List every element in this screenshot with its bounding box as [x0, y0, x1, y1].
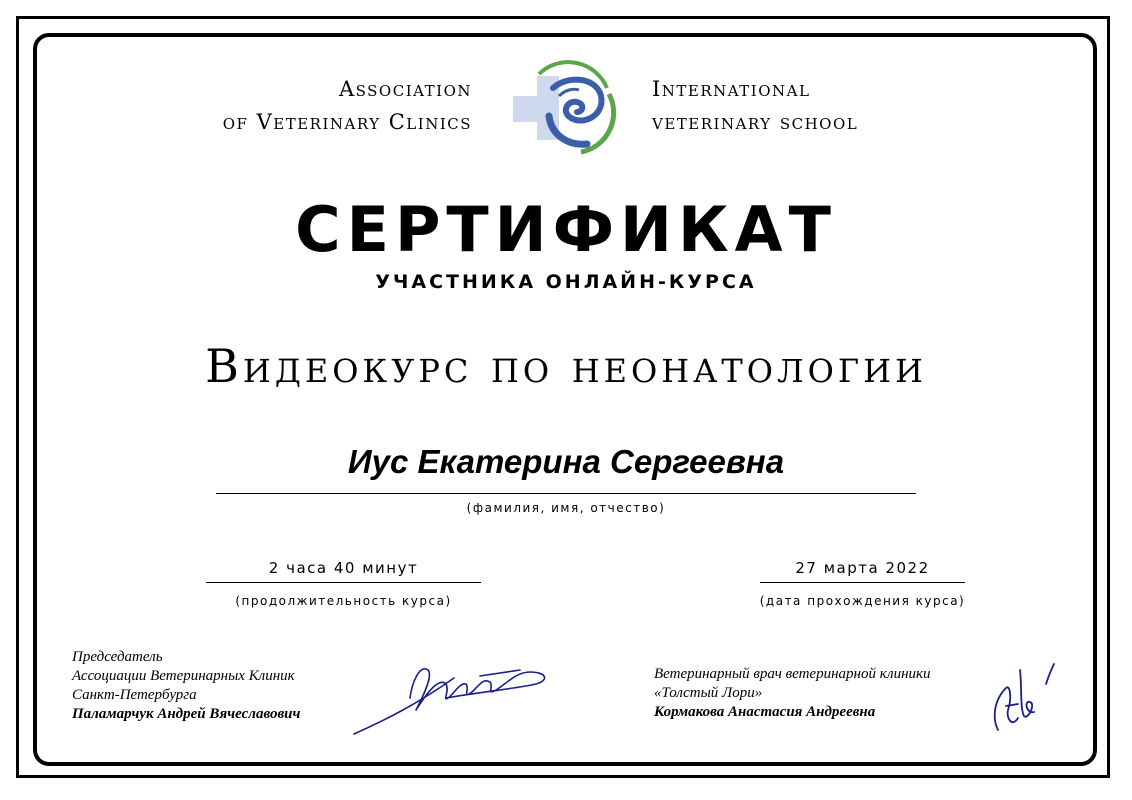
- participant-name: Иус Екатерина Сергеевна: [347, 443, 785, 480]
- duration-underline: [206, 582, 481, 583]
- association-name-line1: Association: [338, 77, 472, 101]
- right-signatory-title-line1: Ветеринарный врач ветеринарной клиники: [654, 666, 931, 682]
- certificate-subtitle: УЧАСТНИКА ОНЛАЙН-КУРСА: [375, 271, 757, 293]
- left-signatory-title-line1: Председатель: [72, 649, 163, 665]
- school-name-line2: veterinary school: [652, 110, 859, 134]
- association-name: [223, 73, 472, 139]
- duration-caption: (продолжительность курса): [235, 594, 452, 608]
- date-underline: [760, 582, 965, 583]
- association-name-line2: of Veterinary Clinics: [222, 110, 472, 134]
- veterinary-logo-icon: [509, 60, 619, 156]
- course-duration: 2 часа 40 минут: [268, 559, 419, 577]
- date-caption: (дата прохождения курса): [759, 594, 966, 608]
- left-signatory-title-line2: Ассоциации Ветеринарных Клиник: [72, 668, 295, 684]
- right-signatory-block: [654, 665, 931, 722]
- school-name: [652, 73, 858, 139]
- left-signature-image: [350, 658, 560, 740]
- right-signatory-name: Кормакова Анастасия Андреевна: [654, 704, 876, 720]
- participant-caption: (фамилия, имя, отчество): [466, 501, 666, 515]
- certificate-title: СЕРТИФИКАТ: [295, 193, 837, 266]
- completion-date: 27 марта 2022: [795, 559, 930, 577]
- right-signature-image: [984, 658, 1064, 738]
- course-name: Видеокурс по неонатологии: [205, 339, 927, 393]
- left-signatory-block: [72, 648, 300, 724]
- right-signatory-title-line2: «Толстый Лори»: [654, 685, 763, 701]
- left-signatory-title-line3: Санкт-Петербурга: [72, 687, 197, 703]
- participant-underline: [216, 493, 916, 494]
- school-name-line1: International: [652, 77, 811, 101]
- left-signatory-name: Паламарчук Андрей Вячеславович: [72, 706, 301, 722]
